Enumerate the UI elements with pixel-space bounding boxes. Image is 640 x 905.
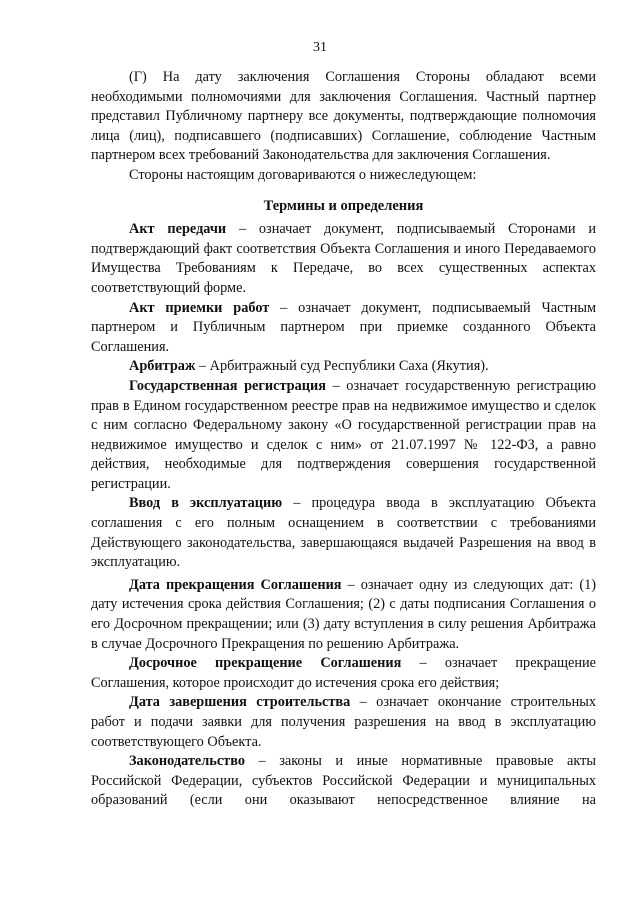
definition-state-registration bbox=[91, 377, 596, 495]
definition-text: – означает окончание строительных работ и подачи заявки для получения разрешения на ввод в эксплуатацию соответствующего Объекта. bbox=[91, 694, 596, 750]
definition-act-of-transfer bbox=[91, 220, 596, 298]
section-heading: Термины и определения bbox=[263, 197, 424, 214]
definition-term: Акт приемки работ bbox=[129, 299, 270, 316]
definition-term: Законодательство bbox=[129, 753, 245, 770]
definition-text: – означает государственную регистрацию прав в Едином государственном реестре прав на недвижимое имущество и сделок с ним согласно Федеральному закону «О государственной регистрации прав на недвижимое имущество и сделок с ним» от 21.07.1997 № 122-ФЗ, а равно действия, необходимые для подтверждения совершения государственной регистрации. bbox=[91, 377, 596, 492]
intro-agreement-line: Стороны настоящим договариваются о нижеследующем: bbox=[129, 166, 477, 183]
definition-term: Дата прекращения Соглашения bbox=[129, 576, 342, 593]
definition-act-of-acceptance bbox=[91, 299, 596, 358]
page-number: 31 bbox=[313, 40, 327, 55]
definition-text: – законы и иные нормативные правовые акты Российской Федерации, субъектов Российской Федерации и муниципальных образований (если они оказывают непосредственное влияние на bbox=[91, 753, 596, 809]
definition-term: Дата завершения строительства bbox=[129, 694, 351, 711]
definition-text: – означает документ, подписываемый Сторонами и подтверждающий факт соответствия Объекта Соглашения и иного Передаваемого Имущества Требованиям к Передаче, во всех существенных аспектах соответствующий форме. bbox=[91, 221, 597, 296]
definition-termination-date bbox=[91, 576, 596, 654]
document-body bbox=[91, 68, 596, 811]
definition-legislation bbox=[91, 752, 596, 811]
definition-early-termination bbox=[91, 654, 596, 693]
definition-term: Государственная регистрация bbox=[129, 377, 326, 394]
definition-term: Акт передачи bbox=[129, 221, 227, 238]
definition-term: Досрочное прекращение Соглашения bbox=[129, 655, 402, 672]
definition-construction-completion-date bbox=[91, 693, 596, 752]
definition-arbitration bbox=[91, 357, 596, 377]
definition-text: – означает прекращение Соглашения, которое происходит до истечения срока его действия; bbox=[91, 655, 596, 691]
definition-text: – процедура ввода в эксплуатацию Объекта соглашения с его полным оснащением в соответствии с требованиями Действующего законодательства, завершающаяся выдачей Разрешения на ввод в эксплуатацию. bbox=[91, 495, 596, 571]
definition-commissioning bbox=[91, 494, 596, 572]
definition-term: Арбитраж bbox=[129, 358, 196, 375]
definition-term: Ввод в эксплуатацию bbox=[129, 495, 283, 512]
definition-text: – означает одну из следующих дат: (1) дату истечения срока действия Соглашения; (2) с даты подписания Соглашения о его Досрочном прекращении; или (3) дату вступления в силу решения Арбитража в случае Досрочного Прекращения по решению Арбитража. bbox=[91, 576, 596, 652]
definition-text: – Арбитражный суд Республики Саха (Якутия). bbox=[195, 358, 489, 375]
definition-text: – означает документ, подписываемый Частным партнером и Публичным партнером при приемке созданного Объекта Соглашения. bbox=[91, 299, 597, 355]
intro-paragraph-g: (Г) На дату заключения Соглашения Стороны обладают всеми необходимыми полномочиями для заключения Соглашения. Частный партнер представил Публичному партнеру все документы, подтверждающие полномочия лица (лиц), подписавшего (подписавших) Соглашение, соблюдение Частным партнером всех требований Законодательства для заключения Соглашения. bbox=[91, 69, 596, 164]
